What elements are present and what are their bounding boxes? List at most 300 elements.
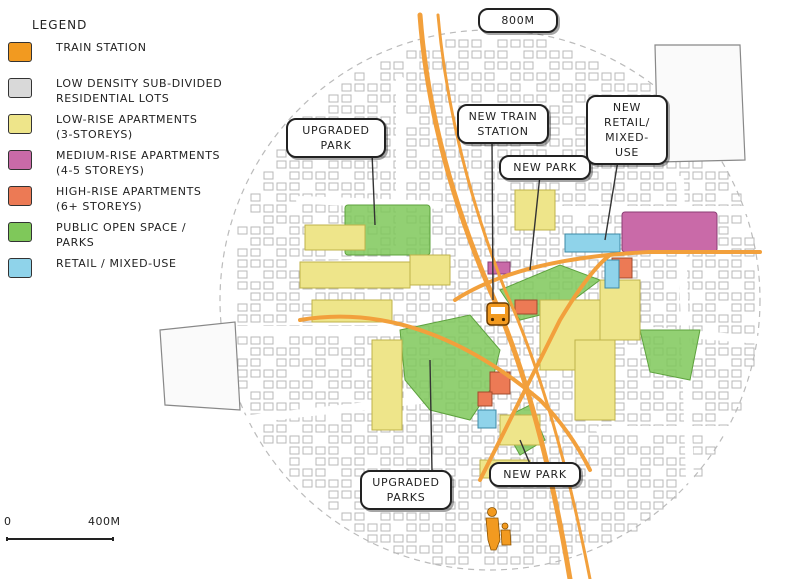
lot <box>537 51 546 58</box>
lot <box>602 458 611 465</box>
lot <box>394 535 403 542</box>
lot <box>264 172 273 179</box>
lot <box>381 524 390 531</box>
lot <box>290 227 299 234</box>
lot <box>290 403 299 410</box>
lot <box>563 216 572 223</box>
lot <box>264 436 273 443</box>
lot <box>420 194 429 201</box>
lot <box>420 172 429 179</box>
lot <box>667 469 676 476</box>
lot <box>407 84 416 91</box>
lot <box>693 447 702 454</box>
northeast-reserve <box>655 45 745 162</box>
lot <box>745 238 754 245</box>
lot <box>511 535 520 542</box>
lot <box>498 205 507 212</box>
lot <box>277 271 286 278</box>
lot <box>446 557 455 564</box>
lot <box>329 337 338 344</box>
lot <box>394 436 403 443</box>
lot <box>654 260 663 267</box>
lot <box>290 249 299 256</box>
lot <box>706 304 715 311</box>
lot <box>459 425 468 432</box>
lot <box>485 326 494 333</box>
lot <box>693 315 702 322</box>
lot <box>459 95 468 102</box>
lot <box>693 172 702 179</box>
lot <box>641 502 650 509</box>
lot <box>290 337 299 344</box>
lot <box>459 502 468 509</box>
lot <box>550 249 559 256</box>
lot <box>290 293 299 300</box>
lot <box>264 271 273 278</box>
lot <box>459 480 468 487</box>
lot <box>264 337 273 344</box>
lot <box>719 348 728 355</box>
lot <box>290 447 299 454</box>
legend-item <box>4 256 244 292</box>
legend-swatch <box>8 114 32 134</box>
lot <box>238 359 247 366</box>
lot <box>407 458 416 465</box>
lot <box>667 414 676 421</box>
lot <box>342 370 351 377</box>
lot <box>641 315 650 322</box>
lot <box>654 491 663 498</box>
lot <box>537 535 546 542</box>
lot <box>732 381 741 388</box>
lot <box>719 315 728 322</box>
lot <box>641 458 650 465</box>
lot <box>355 359 364 366</box>
lot <box>303 480 312 487</box>
legend-item <box>4 184 244 220</box>
lot <box>511 249 520 256</box>
lot <box>511 238 520 245</box>
lot <box>485 73 494 80</box>
lot <box>277 403 286 410</box>
lot <box>355 348 364 355</box>
lot <box>277 359 286 366</box>
lot <box>420 546 429 553</box>
lot <box>576 73 585 80</box>
lot <box>511 392 520 399</box>
lot <box>628 436 637 443</box>
lot <box>472 150 481 157</box>
lot <box>654 293 663 300</box>
lot <box>537 40 546 47</box>
lot <box>537 84 546 91</box>
lot <box>251 392 260 399</box>
lot <box>550 128 559 135</box>
lot <box>472 51 481 58</box>
lot <box>641 447 650 454</box>
lot <box>277 381 286 388</box>
lot <box>693 414 702 421</box>
lot <box>693 436 702 443</box>
lot <box>251 238 260 245</box>
lot <box>472 304 481 311</box>
lot <box>342 106 351 113</box>
lot <box>693 370 702 377</box>
lot <box>264 205 273 212</box>
lot <box>264 183 273 190</box>
lot <box>524 546 533 553</box>
legend-item-label: PUBLIC OPEN SPACE / PARKS <box>56 221 187 249</box>
lot <box>589 183 598 190</box>
lot <box>693 260 702 267</box>
lot <box>550 73 559 80</box>
lot <box>433 546 442 553</box>
lot <box>381 84 390 91</box>
lot <box>472 84 481 91</box>
lot <box>602 535 611 542</box>
lot <box>745 271 754 278</box>
lot <box>342 436 351 443</box>
lot <box>563 370 572 377</box>
lot <box>498 216 507 223</box>
lot <box>511 524 520 531</box>
lot <box>550 546 559 553</box>
lot <box>459 238 468 245</box>
lot <box>732 370 741 377</box>
lot <box>459 271 468 278</box>
lot <box>433 216 442 223</box>
lot <box>251 304 260 311</box>
lot <box>524 62 533 69</box>
lot <box>706 392 715 399</box>
lot <box>394 293 403 300</box>
lot <box>394 458 403 465</box>
lot <box>628 524 637 531</box>
lot <box>381 73 390 80</box>
lot <box>459 546 468 553</box>
lot <box>446 425 455 432</box>
lot <box>732 293 741 300</box>
lot <box>433 227 442 234</box>
lot <box>433 62 442 69</box>
lot <box>290 172 299 179</box>
lot <box>251 315 260 322</box>
lot <box>576 95 585 102</box>
lot <box>329 392 338 399</box>
lot <box>264 425 273 432</box>
lot <box>498 84 507 91</box>
lot <box>563 447 572 454</box>
lot <box>615 392 624 399</box>
lot <box>628 84 637 91</box>
lot <box>641 370 650 377</box>
lot <box>732 260 741 267</box>
lot <box>407 128 416 135</box>
lot <box>446 238 455 245</box>
lot <box>277 238 286 245</box>
lot <box>498 502 507 509</box>
lot <box>537 546 546 553</box>
lot <box>303 205 312 212</box>
lot <box>602 491 611 498</box>
lot <box>745 304 754 311</box>
lot <box>563 139 572 146</box>
lot <box>355 381 364 388</box>
lot <box>576 117 585 124</box>
lot <box>446 458 455 465</box>
lot <box>472 271 481 278</box>
lot <box>563 95 572 102</box>
lot <box>433 436 442 443</box>
lot <box>628 370 637 377</box>
lot <box>524 51 533 58</box>
lot <box>459 436 468 443</box>
lot <box>719 282 728 289</box>
lot <box>563 381 572 388</box>
lot <box>446 513 455 520</box>
lot <box>654 172 663 179</box>
lot <box>251 293 260 300</box>
lot <box>290 304 299 311</box>
lot <box>550 183 559 190</box>
legend-swatch <box>8 258 32 278</box>
lot <box>563 117 572 124</box>
scale-end-label: 400M <box>88 515 121 528</box>
legend <box>4 18 244 292</box>
lot <box>615 183 624 190</box>
lot <box>329 447 338 454</box>
lot <box>615 524 624 531</box>
lot <box>602 183 611 190</box>
lot <box>732 326 741 333</box>
lot <box>329 381 338 388</box>
lot <box>368 524 377 531</box>
lot <box>368 84 377 91</box>
legend-title: LEGEND <box>32 18 88 32</box>
lot <box>459 51 468 58</box>
lot <box>290 161 299 168</box>
lot <box>615 458 624 465</box>
lot <box>329 183 338 190</box>
lot <box>342 161 351 168</box>
lot <box>303 447 312 454</box>
lot <box>433 95 442 102</box>
lot <box>667 304 676 311</box>
lot <box>719 172 728 179</box>
lot <box>602 194 611 201</box>
lot <box>576 194 585 201</box>
lot <box>719 183 728 190</box>
lot <box>589 216 598 223</box>
lot <box>446 150 455 157</box>
lot <box>407 425 416 432</box>
lot <box>576 139 585 146</box>
lot <box>342 458 351 465</box>
lot <box>576 183 585 190</box>
lot <box>706 260 715 267</box>
lot <box>641 84 650 91</box>
lot <box>420 414 429 421</box>
lot <box>329 95 338 102</box>
lot <box>264 392 273 399</box>
lot <box>641 293 650 300</box>
lot <box>641 282 650 289</box>
lot <box>238 304 247 311</box>
lot <box>355 458 364 465</box>
lot <box>537 73 546 80</box>
lot <box>446 227 455 234</box>
lot <box>407 95 416 102</box>
lot <box>433 304 442 311</box>
lot <box>576 128 585 135</box>
lot <box>667 381 676 388</box>
lot <box>524 183 533 190</box>
lot <box>277 150 286 157</box>
lot <box>615 381 624 388</box>
lot <box>472 161 481 168</box>
lot <box>498 359 507 366</box>
lot <box>381 183 390 190</box>
lot <box>485 557 494 564</box>
lot <box>277 216 286 223</box>
legend-swatch <box>8 222 32 242</box>
scale-start-label: 0 <box>4 515 12 528</box>
lot <box>342 469 351 476</box>
lot <box>368 106 377 113</box>
lot <box>472 95 481 102</box>
lot <box>459 535 468 542</box>
lot <box>459 183 468 190</box>
lot <box>498 194 507 201</box>
lot <box>537 491 546 498</box>
lot <box>693 161 702 168</box>
lot <box>589 62 598 69</box>
lot <box>615 403 624 410</box>
lot <box>355 73 364 80</box>
lot <box>264 348 273 355</box>
lot <box>524 326 533 333</box>
lot <box>719 381 728 388</box>
lot <box>641 392 650 399</box>
lot <box>745 282 754 289</box>
lot <box>667 183 676 190</box>
lot <box>524 40 533 47</box>
lot <box>290 469 299 476</box>
lot <box>355 447 364 454</box>
lot <box>537 524 546 531</box>
lot <box>511 40 520 47</box>
lot <box>381 172 390 179</box>
lot <box>342 414 351 421</box>
lot <box>511 183 520 190</box>
lot <box>654 381 663 388</box>
lot <box>524 238 533 245</box>
lot <box>355 513 364 520</box>
lot <box>316 293 325 300</box>
lot <box>381 458 390 465</box>
lot <box>316 348 325 355</box>
lot <box>251 249 260 256</box>
lot <box>329 348 338 355</box>
lot <box>394 513 403 520</box>
lot <box>381 447 390 454</box>
lot <box>446 524 455 531</box>
callout-new-park-bottom: NEW PARK <box>489 462 581 487</box>
lot <box>511 513 520 520</box>
lot <box>615 414 624 421</box>
lot <box>550 447 559 454</box>
legend-swatch <box>8 150 32 170</box>
lot <box>433 84 442 91</box>
lot <box>472 293 481 300</box>
lot <box>420 161 429 168</box>
lot <box>238 337 247 344</box>
lot <box>693 271 702 278</box>
lot <box>563 227 572 234</box>
lot <box>264 381 273 388</box>
lot <box>628 414 637 421</box>
lot <box>264 403 273 410</box>
lot <box>576 84 585 91</box>
lot <box>381 95 390 102</box>
lot <box>654 447 663 454</box>
lot <box>693 194 702 201</box>
legend-item-label: RETAIL / MIXED-USE <box>56 257 177 270</box>
lot <box>615 513 624 520</box>
lot <box>264 293 273 300</box>
lot <box>615 84 624 91</box>
lot <box>498 227 507 234</box>
west-reserve <box>160 322 240 410</box>
lot <box>589 447 598 454</box>
lot <box>667 260 676 267</box>
lot <box>342 480 351 487</box>
lot <box>602 73 611 80</box>
lot <box>524 513 533 520</box>
lot <box>277 315 286 322</box>
lot <box>316 183 325 190</box>
lot <box>576 62 585 69</box>
lot <box>329 370 338 377</box>
lot <box>355 524 364 531</box>
lot <box>329 106 338 113</box>
lot <box>303 304 312 311</box>
lot <box>277 205 286 212</box>
lot <box>277 293 286 300</box>
lot <box>316 337 325 344</box>
lot <box>589 491 598 498</box>
lot <box>355 392 364 399</box>
lot <box>667 436 676 443</box>
lot <box>654 436 663 443</box>
lot <box>667 480 676 487</box>
lot <box>563 414 572 421</box>
lot <box>524 502 533 509</box>
lot <box>589 535 598 542</box>
lot <box>433 524 442 531</box>
lot <box>290 436 299 443</box>
lot <box>251 337 260 344</box>
lot <box>719 227 728 234</box>
lot <box>407 304 416 311</box>
legend-item <box>4 148 244 184</box>
lot <box>251 282 260 289</box>
lot <box>303 216 312 223</box>
lot <box>277 436 286 443</box>
lot <box>342 359 351 366</box>
lot <box>329 205 338 212</box>
legend-swatch <box>8 78 32 98</box>
